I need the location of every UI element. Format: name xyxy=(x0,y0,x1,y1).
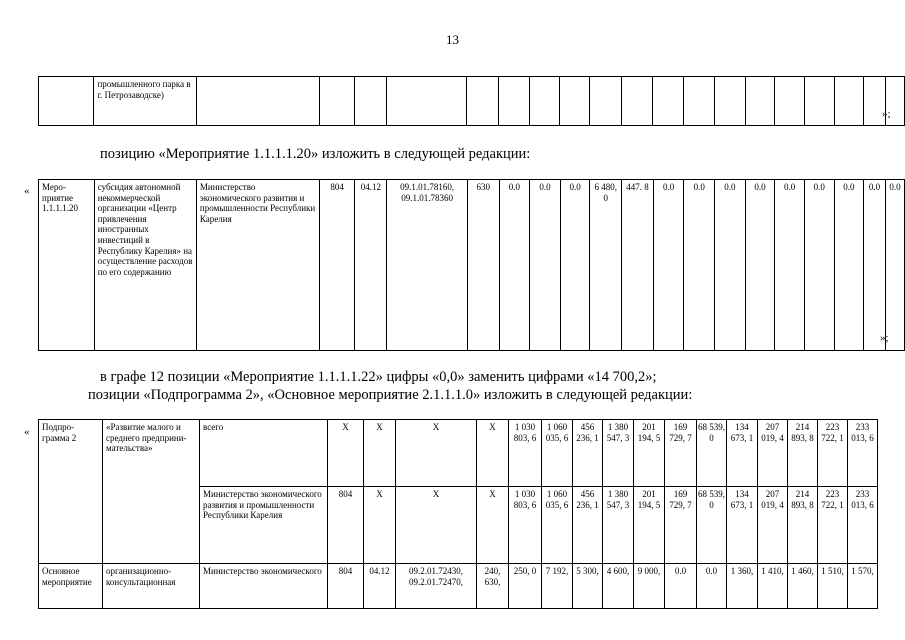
table-cell: 7 192, xyxy=(542,564,573,609)
table-cell: 804 xyxy=(328,564,364,609)
table-cell xyxy=(621,77,653,126)
table-cell xyxy=(529,77,560,126)
table-cell: 134 673, 1 xyxy=(727,420,758,487)
table-cell: 1 060 035, 6 xyxy=(542,487,573,564)
table-cell xyxy=(387,77,467,126)
table-cell: X xyxy=(364,487,396,564)
table-cell: 456 236, 1 xyxy=(573,420,603,487)
table-cell: 1 030 803, 6 xyxy=(509,420,542,487)
table-cell: 207 019, 4 xyxy=(758,420,788,487)
table-cell: 1 360, xyxy=(727,564,758,609)
table-cell: 447. 8 xyxy=(622,180,654,351)
table-cell: «Развитие малого и среднего предприни-мательства» xyxy=(103,420,200,487)
opening-quote: « xyxy=(24,426,30,438)
table-cell: 0.0 xyxy=(864,180,886,351)
table-row xyxy=(39,564,878,609)
table-cell xyxy=(499,77,530,126)
page-number: 13 xyxy=(446,32,459,47)
table-cell: всего xyxy=(200,420,328,487)
table-cell: Министерство экономического развития и промышленности Республики Карелия xyxy=(200,487,328,564)
table-measure-1-1-1-1-20 xyxy=(38,179,905,351)
table-cell: 233 013, 6 xyxy=(848,487,878,564)
table-cell: 1 570, xyxy=(848,564,878,609)
table-cell xyxy=(745,77,775,126)
table-cell: 456 236, 1 xyxy=(573,487,603,564)
table-cell: 804 xyxy=(319,180,355,351)
closing-quote: »; xyxy=(882,108,891,120)
table-cell: 0.0 xyxy=(804,180,834,351)
table-cell: Меро-приятие 1.1.1.1.20 xyxy=(39,180,95,351)
table-cell: 4 600, xyxy=(603,564,634,609)
table-cell: 134 673, 1 xyxy=(727,487,758,564)
table-cell: 240, 630, xyxy=(477,564,509,609)
table-cell: организационно-консультационная xyxy=(103,564,200,609)
table-cell: 201 194, 5 xyxy=(634,487,665,564)
table-cell xyxy=(319,77,355,126)
table-cell xyxy=(714,77,745,126)
table-cell xyxy=(653,77,684,126)
table-cell: X xyxy=(328,420,364,487)
table-cell: 250, 0 xyxy=(509,564,542,609)
table-cell: 9 000, xyxy=(634,564,665,609)
table-cell: 0.0 xyxy=(653,180,684,351)
table-cell: X xyxy=(396,420,477,487)
table-cell: 1 060 035, 6 xyxy=(542,420,573,487)
table-cell xyxy=(467,77,499,126)
table-cell: 1 460, xyxy=(788,564,818,609)
table-row xyxy=(39,77,905,126)
table-cell: 804 xyxy=(328,487,364,564)
table-cell: 0.0 xyxy=(684,180,715,351)
table-cell: 68 539, 0 xyxy=(697,487,727,564)
table-cell: 09.1.01.78160, 09.1.01.78360 xyxy=(387,180,468,351)
table-cell: 6 480, 0 xyxy=(590,180,622,351)
table-cell: X xyxy=(396,487,477,564)
table-cell xyxy=(560,77,590,126)
table-cell xyxy=(39,77,94,126)
table-cell: 214 893, 8 xyxy=(788,487,818,564)
table-cell xyxy=(355,77,387,126)
table-cell: 0.0 xyxy=(745,180,775,351)
table-cell: 1 030 803, 6 xyxy=(509,487,542,564)
instruction-paragraph: позиции «Подпрограмма 2», «Основное мероприятие 2.1.1.1.0» изложить в следующей редакции: xyxy=(88,387,693,403)
table-cell: 169 729, 7 xyxy=(665,487,697,564)
table-cell: 1 380 547, 3 xyxy=(603,487,634,564)
table-cell: субсидия автономной некоммерческой организации «Центр привлечения иностранных инвестиций в Республику Карелия» на осуществление расходов по его содержанию xyxy=(94,180,196,351)
table-cell: 233 013, 6 xyxy=(848,420,878,487)
table-cell xyxy=(103,487,200,564)
table-cell: 169 729, 7 xyxy=(665,420,697,487)
table-row xyxy=(39,180,905,351)
table-cell xyxy=(834,77,864,126)
table-cell: 0.0 xyxy=(697,564,727,609)
table-cell: 630 xyxy=(467,180,499,351)
table-cell: Основное мероприятие xyxy=(39,564,103,609)
table-cell: 0.0 xyxy=(715,180,746,351)
table-row xyxy=(39,420,878,487)
table-cell: Министерство экономического xyxy=(200,564,328,609)
table-cell xyxy=(775,77,805,126)
table-cell: X xyxy=(477,420,509,487)
table-cell: 04.12 xyxy=(364,564,396,609)
table-cell: 0.0 xyxy=(530,180,561,351)
opening-quote: « xyxy=(24,185,30,197)
table-cell xyxy=(197,77,320,126)
table-cell: 09.2.01.72430, 09.2.01.72470, xyxy=(396,564,477,609)
table-cell: 68 539, 0 xyxy=(697,420,727,487)
table-cell: 207 019, 4 xyxy=(758,487,788,564)
table-cell: 223 722, 1 xyxy=(818,487,848,564)
table-cell: 201 194, 5 xyxy=(634,420,665,487)
instruction-paragraph: позицию «Мероприятие 1.1.1.1.20» изложить в следующей редакции: xyxy=(100,146,531,162)
instruction-paragraph: в графе 12 позиции «Мероприятие 1.1.1.1.22» цифры «0,0» заменить цифрами «14 700,2»; xyxy=(100,369,657,385)
table-cell: X xyxy=(477,487,509,564)
table-cell: 1 380 547, 3 xyxy=(603,420,634,487)
table-cell: 223 722, 1 xyxy=(818,420,848,487)
table-cell: 214 893, 8 xyxy=(788,420,818,487)
table-cell xyxy=(590,77,622,126)
table-cell: 5 300, xyxy=(573,564,603,609)
table-cell: 0.0 xyxy=(885,180,904,351)
table-cell: Подпро-грамма 2 xyxy=(39,420,103,487)
table-subprogram-2 xyxy=(38,419,878,609)
table-cell: X xyxy=(364,420,396,487)
table-cell xyxy=(684,77,715,126)
table-cell: 1 410, xyxy=(758,564,788,609)
table-cell: 0.0 xyxy=(665,564,697,609)
table-cell: 1 510, xyxy=(818,564,848,609)
table-row xyxy=(39,487,878,564)
table-cell: Министерство экономического развития и промышленности Республики Карелия xyxy=(196,180,319,351)
table-cell: 0.0 xyxy=(775,180,805,351)
table-cell: 0.0 xyxy=(560,180,590,351)
table-cell xyxy=(39,487,103,564)
table-cell: промышленного парка в г. Петрозаводске) xyxy=(94,77,197,126)
table-cell xyxy=(804,77,834,126)
table-continuation-fragment xyxy=(38,76,905,126)
closing-quote: »; xyxy=(880,332,889,344)
table-cell: 0.0 xyxy=(834,180,864,351)
table-cell: 0.0 xyxy=(499,180,530,351)
table-cell: 04.12 xyxy=(355,180,387,351)
